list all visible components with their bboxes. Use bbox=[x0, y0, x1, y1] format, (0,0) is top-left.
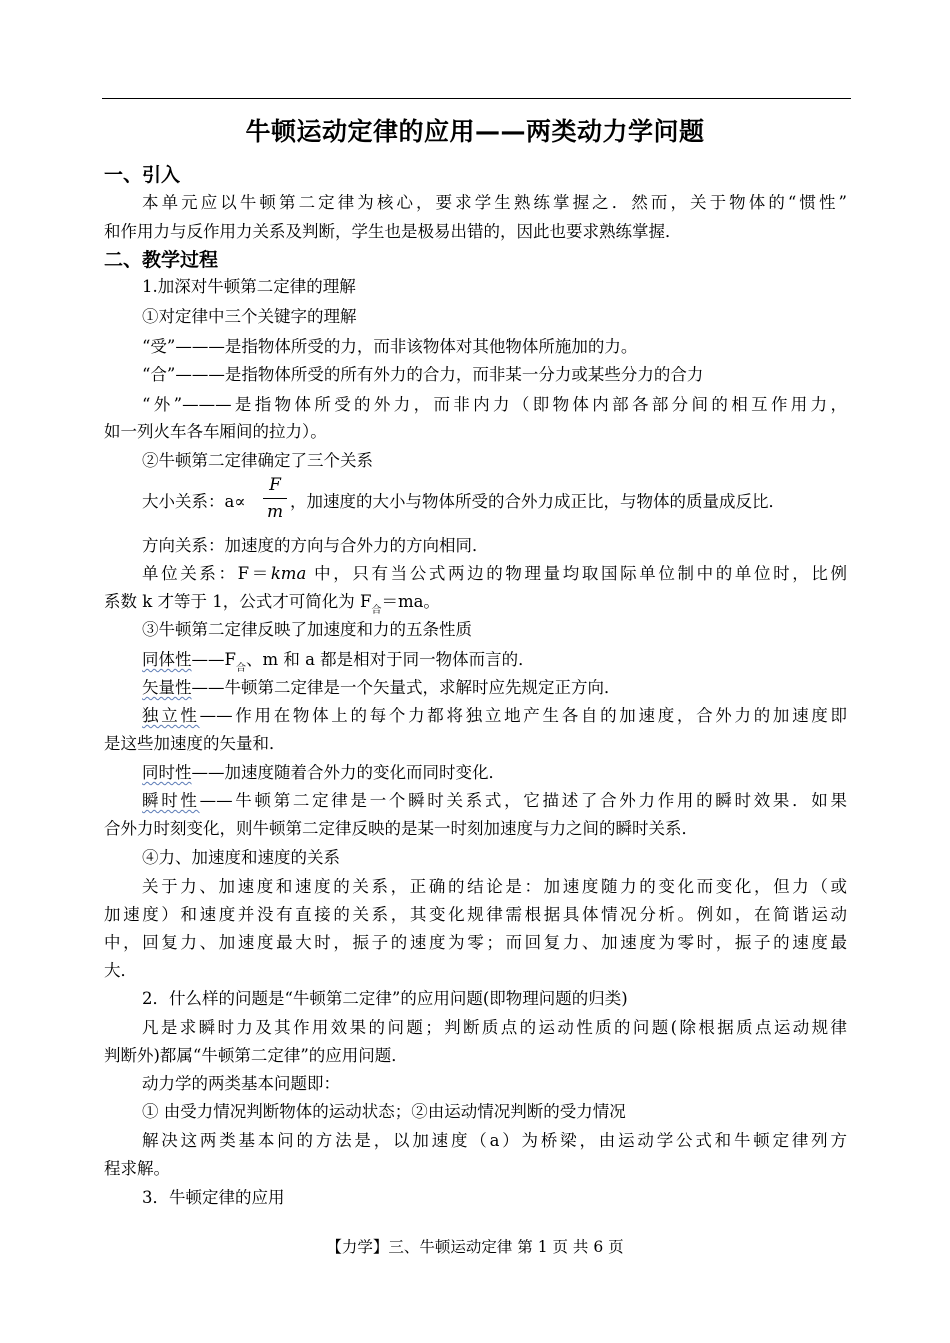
paragraph-line: 动力学的两类基本问题即： bbox=[142, 1074, 340, 1093]
paragraph-line: ③牛顿第二定律反映了加速度和力的五条性质 bbox=[142, 620, 472, 639]
subheading-1: 1.加深对牛顿第二定律的理解 bbox=[142, 277, 356, 296]
magnitude-relation-text: ，加速度的大小与物体所受的合外力成正比，与物体的质量成反比． bbox=[290, 492, 785, 511]
property-simultaneity: 同时性——加速度随着合外力的变化而同时变化． bbox=[142, 763, 505, 782]
paragraph-line: 判断外)都属“牛顿第二定律”的应用问题． bbox=[104, 1046, 408, 1065]
property-instantaneity: 瞬时性——牛顿第二定律是一个瞬时关系式，它描述了合外力作用的瞬时效果．如果 bbox=[142, 791, 848, 810]
paragraph-line: 是这些加速度的矢量和． bbox=[104, 734, 286, 753]
section-heading-intro: 一、引入 bbox=[104, 164, 181, 186]
fraction-denominator: m bbox=[266, 502, 284, 522]
paragraph-line: 加速度）和速度并没有直接的关系，其变化规律需根据具体情况分析。例如，在简谐运动 bbox=[104, 905, 847, 924]
paragraph-line: 方向关系：加速度的方向与合外力的方向相同． bbox=[142, 536, 489, 555]
page-footer: 【力学】三、牛顿运动定律 第 1 页 共 6 页 bbox=[326, 1238, 624, 1256]
unit-relation-line: 单位关系：F＝kma 中，只有当公式两边的物理量均取国际单位制中的单位时，比例 bbox=[142, 564, 847, 583]
fraction-numerator: F bbox=[269, 475, 281, 495]
magnitude-relation-label: 大小关系：a∝ bbox=[142, 492, 246, 511]
paragraph-line: 凡是求瞬时力及其作用效果的问题；判断质点的运动性质的问题(除根据质点运动规律 bbox=[142, 1018, 847, 1037]
paragraph-line: 大． bbox=[104, 961, 137, 980]
paragraph-line: 关于力、加速度和速度的关系，正确的结论是：加速度随力的变化而变化，但力（或 bbox=[142, 877, 847, 896]
paragraph-line: ①对定律中三个关键字的理解 bbox=[142, 307, 357, 326]
paragraph-line: ① 由受力情况判断物体的运动状态；②由运动情况判断的受力情况 bbox=[142, 1102, 626, 1121]
fraction-f-over-m bbox=[263, 474, 287, 523]
paragraph-line: “受”———是指物体所受的力，而非该物体对其他物体所施加的力。 bbox=[142, 337, 638, 356]
subheading-2: 2．什么样的问题是“牛顿第二定律”的应用问题(即物理问题的归类) bbox=[142, 989, 628, 1008]
property-same-body: 同体性$——F_合$、m 和 a 都是相对于同一物体而言的． bbox=[142, 650, 535, 674]
property-independence: 独立性——作用在物体上的每个力都将独立地产生各自的加速度，合外力的加速度即 bbox=[142, 706, 848, 725]
paragraph-line: ④力、加速度和速度的关系 bbox=[142, 848, 340, 867]
subheading-3: 3．牛顿定律的应用 bbox=[142, 1188, 285, 1207]
paragraph-line: 合外力时刻变化，则牛顿第二定律反映的是某一时刻加速度与力之间的瞬时关系． bbox=[104, 819, 698, 838]
paragraph-line: “合”———是指物体所受的所有外力的合力，而非某一分力或某些分力的合力 bbox=[142, 365, 704, 384]
paragraph-line: 本单元应以牛顿第二定律为核心，要求学生熟练掌握之．然而，关于物体的“惯性” bbox=[142, 193, 847, 212]
paragraph-line: 中，回复力、加速度最大时，振子的速度为零；而回复力、加速度为零时，振子的速度最 bbox=[104, 933, 847, 952]
paragraph-line: ②牛顿第二定律确定了三个关系 bbox=[142, 451, 373, 470]
paragraph-line: 解决这两类基本问的方法是，以加速度（a）为桥梁，由运动学公式和牛顿定律列方 bbox=[142, 1131, 847, 1150]
paragraph-line: 和作用力与反作用力关系及判断，学生也是极易出错的，因此也要求熟练掌握． bbox=[104, 222, 682, 241]
section-heading-process: 二、教学过程 bbox=[104, 249, 219, 271]
property-vector: 矢量性——牛顿第二定律是一个矢量式，求解时应先规定正方向． bbox=[142, 678, 621, 697]
document-title: 牛顿运动定律的应用——两类动力学问题 bbox=[245, 117, 705, 146]
header-rule bbox=[102, 98, 851, 99]
paragraph-line: “外”———是指物体所受的外力，而非内力（即物体内部各部分间的相互作用力， bbox=[142, 395, 847, 414]
paragraph-line: 程求解。 bbox=[104, 1159, 170, 1178]
fraction-bar bbox=[263, 498, 287, 499]
unit-relation-line-2: 系数 k 才等于 1，公式才可简化为 $F_合=ma$。 bbox=[104, 592, 440, 616]
paragraph-line: 如一列火车各车厢间的拉力）。 bbox=[104, 422, 327, 441]
